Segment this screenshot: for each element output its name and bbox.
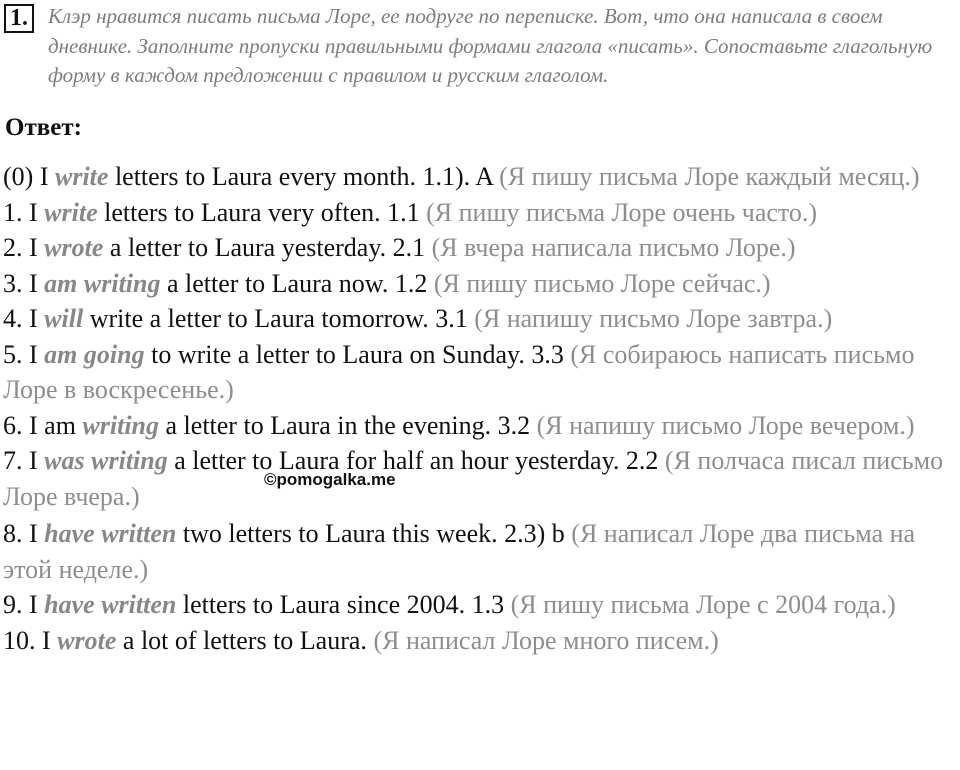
task-block [4,2,954,91]
russian-translation: (Я пишу письмо Лоре сейчас.) [433,268,771,298]
answer-line-8: 8. I have written two letters to Laura this week. 2.3) b (Я написал Лоре два письма на этой неделе.) [3,519,916,584]
answer-line-2: 2. I wrote a letter to Laura yesterday. 2.1 (Я вчера написала письмо Лоре.) [3,233,796,262]
verb-form: writing [82,410,160,440]
russian-translation: (Я написал Лоре два письма на этой неделе.) [3,519,916,584]
russian-translation: (Я вчера написала письмо Лоре.) [431,233,796,262]
task-number: 1. [4,4,34,33]
answer-line-3: 3. I am writing a letter to Laura now. 1.2 (Я пишу письмо Лоре сейчас.) [3,268,771,298]
verb-form: write [44,197,98,227]
verb-form: am writing [44,268,161,298]
verb-form: have written [44,590,177,619]
verb-form: was writing [44,446,168,475]
answer-line-6: 6. I am writing a letter to Laura in the evening. 3.2 (Я напишу письмо Лоре вечером.) [3,410,915,440]
russian-translation: (Я пишу письма Лоре каждый месяц.) [499,162,920,191]
answer-heading: Ответ: [5,114,82,141]
answer-line-5: 5. I am going to write a letter to Laura on Sunday. 3.3 (Я собираюсь написать письмо Лоре в воскресенье.) [3,339,915,404]
answer-line-4: 4. I will write a letter to Laura tomorrow. 3.1 (Я напишу письмо Лоре завтра.) [3,304,833,333]
russian-translation: (Я полчаса писал письмо Лоре вчера.) [3,446,944,511]
answer-line-9: 9. I have written letters to Laura since 2004. 1.3 (Я пишу письма Лоре с 2004 года.) [3,590,896,619]
answer-line-1: 1. I write letters to Laura very often. 1.1 (Я пишу письма Лоре очень часто.) [3,197,818,227]
verb-form: wrote [44,233,104,262]
russian-translation: (Я напишу письмо Лоре вечером.) [536,410,915,440]
verb-form: will [44,304,84,333]
verb-form: wrote [57,625,117,655]
verb-form: am going [44,339,145,369]
russian-translation: (Я пишу письма Лоре с 2004 года.) [510,590,896,619]
verb-form: write [54,162,109,191]
answer-line-10: 10. I wrote a lot of letters to Laura. (Я написал Лоре много писем.) [3,625,719,655]
answer-line-7: 7. I was writing a letter to Laura for half an hour yesterday. 2.2 (Я полчаса писал письмо Лоре вчера.) [3,446,944,511]
russian-translation: (Я написал Лоре много писем.) [373,625,719,655]
russian-translation: (Я пишу письма Лоре очень часто.) [426,197,818,227]
russian-translation: (Я напишу письмо Лоре завтра.) [474,304,833,333]
answer-line-0: (0) I write letters to Laura every month. 1.1). A (Я пишу письма Лоре каждый месяц.) [3,162,920,191]
task-instructions: Клэр нравится писать письма Лоре, ее подруге по переписке. Вот, что она написала в своем дневнике. Заполните пропуски правильными формами глагола «писать». Сопоставьте глагольную форму в каждом предложении с правилом и русским глаголом. [48,4,933,87]
answers-list [3,159,953,658]
watermark: ©pomogalka.me [264,470,396,489]
russian-translation: (Я собираюсь написать письмо Лоре в воскресенье.) [3,339,915,404]
verb-form: have written [44,519,177,548]
